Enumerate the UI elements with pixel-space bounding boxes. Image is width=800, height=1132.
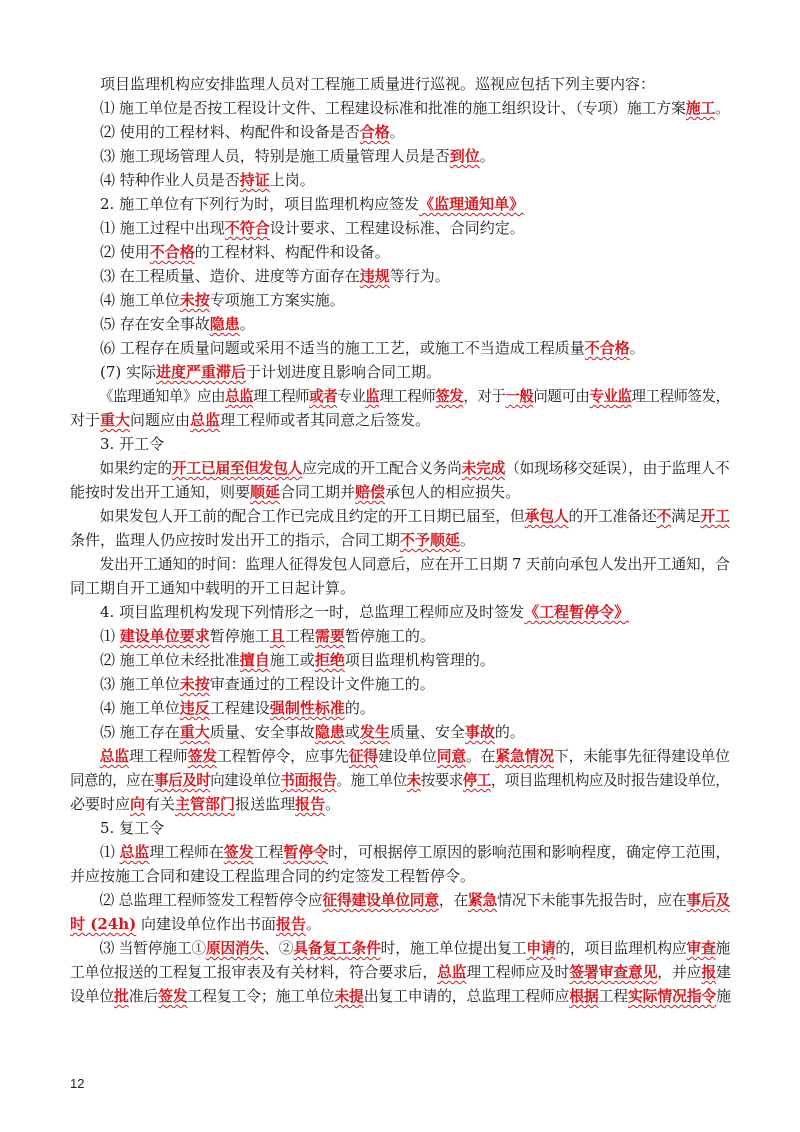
text-segment: 设计要求、工程建设标准、合同约定。: [269, 219, 525, 237]
text-segment: 理工程师或者其同意之后签发。: [220, 411, 431, 429]
text-line: [70, 672, 730, 696]
text-line: [70, 384, 730, 408]
text-segment: 合同工期并: [280, 483, 356, 501]
text-segment: 出复工申请的，总监理工程师应: [363, 987, 570, 1005]
highlighted-keyword: 进度严重滞后: [156, 363, 247, 381]
text-line: [70, 840, 731, 864]
text-line: [70, 120, 730, 144]
highlighted-keyword: 未完成: [461, 459, 506, 477]
text-segment: 。: [306, 915, 322, 933]
text-segment: 《监理通知单》应由: [98, 387, 226, 405]
text-segment: 暂停施工的。: [344, 627, 435, 645]
highlighted-keyword: 赔偿: [355, 483, 386, 501]
highlighted-keyword: 同意: [436, 747, 467, 765]
text-segment: 按要求: [420, 771, 463, 789]
highlighted-keyword: 签发: [435, 387, 464, 405]
highlighted-keyword: 签发: [187, 747, 217, 765]
text-segment: 2. 施工单位有下列行为时，项目监理机构应签发: [100, 195, 420, 213]
text-segment: 同意的，应在: [70, 771, 155, 789]
text-line: [70, 552, 730, 576]
highlighted-keyword: 未提: [334, 987, 364, 1005]
highlighted-keyword: 紧急情况: [495, 747, 554, 765]
highlighted-keyword: 开工: [700, 507, 730, 525]
text-segment: 对于: [70, 411, 101, 429]
text-segment: 如果约定的: [99, 459, 172, 477]
text-segment: 质量、安全事故: [209, 723, 315, 741]
highlighted-keyword: 总监: [225, 387, 254, 405]
text-line: [70, 768, 730, 792]
highlighted-keyword: 擅自: [239, 651, 270, 669]
text-segment: 质量、安全: [389, 723, 465, 741]
highlighted-keyword: 强制性标准: [269, 699, 345, 717]
highlighted-keyword: 征得建设单位同意: [322, 891, 439, 909]
highlighted-keyword: 根据: [569, 987, 599, 1005]
text-line: [70, 168, 730, 192]
text-line: [70, 480, 730, 504]
text-segment: ⑷ 施工单位: [100, 291, 180, 309]
text-line: [70, 744, 730, 768]
text-segment: 必要时应: [70, 795, 131, 813]
text-segment: ，在: [438, 891, 469, 909]
page-number: 12: [70, 1076, 85, 1091]
text-segment: 项目监理机构管理的。: [344, 651, 495, 669]
text-segment: ⑵ 使用的工程材料、构配件和设备是否: [100, 123, 360, 141]
text-line: [70, 264, 730, 288]
highlighted-keyword: 重大: [179, 723, 210, 741]
text-line: [70, 648, 730, 672]
text-segment: 理工程师应及时: [466, 963, 570, 981]
highlighted-keyword: 专业: [589, 387, 618, 405]
text-segment: 的开工准备还: [568, 507, 657, 525]
text-segment: 并应按施工合同和建设工程监理合同的约定签发工程暂停令。: [70, 867, 476, 885]
text-line: [70, 792, 730, 816]
text-segment: ，对于: [463, 387, 506, 405]
text-segment: 专项施工方案实施。: [209, 291, 345, 309]
highlighted-keyword: 施工: [685, 99, 716, 117]
text-line: [70, 720, 730, 744]
text-segment: 。: [460, 531, 476, 549]
text-line: [70, 984, 731, 1008]
text-segment: 4. 项目监理机构发现下列情形之一时，总监理工程师应及时签发: [100, 603, 525, 621]
text-line: [70, 336, 730, 360]
highlighted-keyword: 签署审查意见: [569, 963, 658, 981]
highlighted-keyword: 停工: [462, 771, 491, 789]
text-segment: 。: [239, 315, 255, 333]
highlighted-keyword: 事后及: [686, 891, 731, 909]
text-segment: 满足: [671, 507, 701, 525]
highlighted-keyword: 总监: [190, 411, 221, 429]
text-segment: 如果发包人开工前的配合工作已完成且约定的开工日期已届至，但: [99, 507, 525, 525]
highlighted-keyword: 签发: [223, 843, 254, 861]
text-segment: ，项目监理机构应及时报告建设单位，: [490, 771, 730, 789]
text-segment: 的。: [494, 723, 525, 741]
text-segment: 施工或: [269, 651, 315, 669]
text-segment: 建设单位: [378, 747, 437, 765]
highlighted-keyword: 一般: [505, 387, 534, 405]
text-segment: ⑵ 施工单位未经批准: [100, 651, 240, 669]
text-line: [70, 696, 730, 720]
highlighted-keyword: 原因消失: [205, 939, 265, 957]
highlighted-keyword: 顺延: [250, 483, 281, 501]
text-line: [70, 912, 730, 936]
text-segment: ⑹ 工程存在质量问题或采用不适当的施工工艺，或施工不当造成工程质量: [100, 339, 585, 357]
text-segment: 的。: [344, 699, 375, 717]
text-segment: 理工程师: [379, 387, 436, 405]
text-segment: ，并应: [657, 963, 702, 981]
highlighted-keyword: 违反: [179, 699, 210, 717]
text-segment: ⑴: [100, 627, 120, 645]
text-segment: 同工期自开工通知中载明的开工日起计算。: [70, 579, 356, 597]
highlighted-keyword: 合格: [359, 123, 390, 141]
text-line: [70, 240, 730, 264]
text-segment: 时，可根据停工原因的影响范围和影响程度，确定停工范围，: [328, 843, 731, 861]
highlighted-keyword: 不符合: [224, 219, 270, 237]
text-segment: 报送监理: [235, 795, 296, 813]
highlighted-keyword: 未按: [179, 291, 210, 309]
text-segment: ⑷ 特种作业人员是否: [100, 171, 240, 189]
text-segment: 于计划进度且影响合同工期。: [246, 363, 442, 381]
text-segment: 。在: [466, 747, 496, 765]
highlighted-keyword: 批: [114, 987, 129, 1005]
text-line: [70, 144, 730, 168]
text-line: [70, 360, 730, 384]
text-segment: 。: [715, 99, 730, 117]
text-segment: 的，项目监理机构应: [555, 939, 687, 957]
text-line: [70, 864, 730, 888]
text-segment: 3. 开工令: [100, 435, 165, 453]
highlighted-keyword: 未按: [179, 675, 210, 693]
highlighted-keyword: 或者: [309, 387, 338, 405]
highlighted-keyword: 违规: [359, 267, 390, 285]
highlighted-keyword: 《工程暂停令》: [524, 603, 630, 621]
text-line: [70, 600, 730, 624]
text-segment: 审查通过的工程设计文件施工的。: [209, 675, 435, 693]
text-line: [70, 288, 730, 312]
highlighted-keyword: 总监: [119, 843, 150, 861]
text-segment: 工程暂停令，应事先: [216, 747, 349, 765]
highlighted-keyword: 暂停令: [283, 843, 329, 861]
highlighted-keyword: 主管部门: [175, 795, 236, 813]
text-segment: 问题应由: [130, 411, 191, 429]
text-segment: 工程: [284, 627, 315, 645]
highlighted-keyword: 总监: [437, 963, 467, 981]
text-segment: ⑵ 总监理工程师签发工程暂停令应: [99, 891, 323, 909]
text-segment: 5. 复工令: [100, 819, 165, 837]
text-segment: 项目监理机构应安排监理人员对工程施工质量进行巡视。巡视应包括下列主要内容：: [100, 75, 656, 93]
text-segment: 情况下未能事先报告时，应在: [497, 891, 687, 909]
highlighted-keyword: 具备复工条件: [293, 939, 381, 957]
highlighted-keyword: 《监理通知单》: [419, 195, 525, 213]
text-line: [70, 504, 730, 528]
highlighted-keyword: 实际情况指令: [628, 987, 717, 1005]
text-line: [70, 528, 730, 552]
highlighted-keyword: 不予顺延: [400, 531, 461, 549]
text-line: [70, 432, 730, 456]
text-line: [70, 624, 730, 648]
highlighted-keyword: 报告: [295, 795, 326, 813]
text-segment: 理工程师签发，: [631, 387, 730, 405]
text-segment: 工单位报送的工程复工报审表及有关材料，符合要求后，: [70, 963, 438, 981]
text-line: [70, 576, 730, 600]
highlighted-keyword: 事故: [464, 723, 495, 741]
text-segment: ⑶ 施工现场管理人员，特别是施工质量管理人员是否: [100, 147, 450, 165]
text-segment: 承包人的相应损失。: [385, 483, 521, 501]
text-line: [70, 216, 730, 240]
highlighted-keyword: 向: [130, 795, 146, 813]
text-segment: 向建设单位: [210, 771, 281, 789]
text-segment: 。: [629, 339, 645, 357]
highlighted-keyword: 报告: [275, 915, 306, 933]
text-segment: ⑴: [99, 843, 120, 861]
text-segment: （如现场移交延误），由于监理人不: [505, 459, 730, 477]
text-line: [70, 456, 730, 480]
text-line: [70, 72, 730, 96]
text-segment: 应完成的开工配合义务尚: [302, 459, 462, 477]
text-segment: ⑶ 施工单位: [100, 675, 180, 693]
highlighted-keyword: 且: [269, 627, 285, 645]
text-line: [70, 408, 730, 432]
highlighted-keyword: 监: [365, 387, 380, 405]
highlighted-keyword: 书面报告: [280, 771, 337, 789]
highlighted-keyword: 到位: [449, 147, 480, 165]
highlighted-keyword: 总监: [99, 747, 129, 765]
highlighted-keyword: 紧急: [468, 891, 498, 909]
text-segment: ⑸ 存在安全事故: [100, 315, 210, 333]
text-segment: ⑸ 施工存在: [100, 723, 180, 741]
text-segment: 工程复工令；施工单位: [187, 987, 335, 1005]
text-segment: 时，施工单位提出复工: [380, 939, 527, 957]
text-segment: 工程: [598, 987, 629, 1005]
text-segment: 有关: [145, 795, 176, 813]
text-segment: 准后: [128, 987, 159, 1005]
text-segment: 、②: [264, 939, 294, 957]
text-segment: 能按时发出开工通知，则要: [70, 483, 251, 501]
highlighted-keyword: 持证: [239, 171, 270, 189]
text-segment: 专业: [337, 387, 366, 405]
highlighted-keyword: 需要: [314, 627, 345, 645]
highlighted-keyword: 不: [656, 507, 672, 525]
text-segment: ⑷ 施工单位: [100, 699, 180, 717]
text-segment: 向建设单位作出书面: [136, 915, 276, 933]
highlighted-keyword: 申请: [526, 939, 556, 957]
highlighted-keyword: 不合格: [149, 243, 195, 261]
text-segment: ⑴ 施工过程中出现: [100, 219, 225, 237]
highlighted-keyword: 建设单位要求: [119, 627, 210, 645]
text-segment: 。: [389, 123, 405, 141]
text-line: [70, 816, 730, 840]
text-segment: 暂停施工: [209, 627, 270, 645]
highlighted-keyword: 发生: [359, 723, 390, 741]
text-segment: 理工程师: [253, 387, 310, 405]
text-segment: 上岗。: [269, 171, 315, 189]
text-segment: 发出开工通知的时间：监理人征得发包人同意后，应在开工日期 7 天前向承包人发出开工通知，合: [99, 555, 730, 573]
text-line: [70, 936, 731, 960]
text-segment: 或: [344, 723, 360, 741]
text-segment: ⑶ 当暂停施工①: [99, 939, 206, 957]
highlighted-keyword: 审查: [686, 939, 716, 957]
highlighted-keyword: 监: [617, 387, 632, 405]
highlighted-keyword: 隐患: [209, 315, 240, 333]
text-segment: 。: [479, 147, 495, 165]
highlighted-keyword: 事后及时: [154, 771, 211, 789]
highlighted-keyword: 报: [701, 963, 717, 981]
text-line: [70, 312, 730, 336]
highlighted-keyword: 隐患: [314, 723, 345, 741]
text-line: [70, 888, 731, 912]
text-line: [70, 96, 730, 120]
text-segment: 工程: [253, 843, 284, 861]
text-segment: ⑶ 在工程质量、造价、进度等方面存在: [100, 267, 360, 285]
text-segment: (7) 实际: [100, 363, 157, 381]
highlighted-keyword: 重大: [100, 411, 131, 429]
text-segment: 设单位: [70, 987, 115, 1005]
body-text: [70, 72, 730, 1008]
highlighted-keyword: 未: [406, 771, 421, 789]
text-segment: 等行为。: [389, 267, 450, 285]
text-segment: 。施工单位: [336, 771, 407, 789]
text-segment: 条件，监理人仍应按时发出开工的指示，合同工期: [70, 531, 401, 549]
text-segment: 建: [716, 963, 731, 981]
text-segment: 的工程材料、构配件和设备。: [194, 243, 390, 261]
text-line: [70, 192, 730, 216]
highlighted-keyword: 征得: [348, 747, 379, 765]
text-segment: 施: [715, 939, 731, 957]
text-segment: 理工程师在: [149, 843, 224, 861]
highlighted-keyword: 不合格: [584, 339, 630, 357]
highlighted-keyword: 拒绝: [314, 651, 345, 669]
text-segment: 施: [716, 987, 731, 1005]
highlighted-keyword: 开工已届至但发包人: [171, 459, 303, 477]
text-segment: 下，未能事先征得建设单位: [553, 747, 730, 765]
text-segment: ⑴ 施工单位是否按工程设计文件、工程建设标准和批准的施工组织设计、（专项）施工方案: [99, 99, 686, 117]
text-segment: 理工程师: [128, 747, 188, 765]
highlighted-keyword: 签发: [158, 987, 188, 1005]
text-segment: ⑵ 使用: [100, 243, 150, 261]
text-segment: 工程建设: [209, 699, 270, 717]
text-segment: 问题可由: [533, 387, 590, 405]
highlighted-keyword: 时 (24h): [70, 915, 137, 933]
text-segment: 。: [325, 795, 341, 813]
highlighted-keyword: 承包人: [524, 507, 569, 525]
text-line: [70, 960, 731, 984]
